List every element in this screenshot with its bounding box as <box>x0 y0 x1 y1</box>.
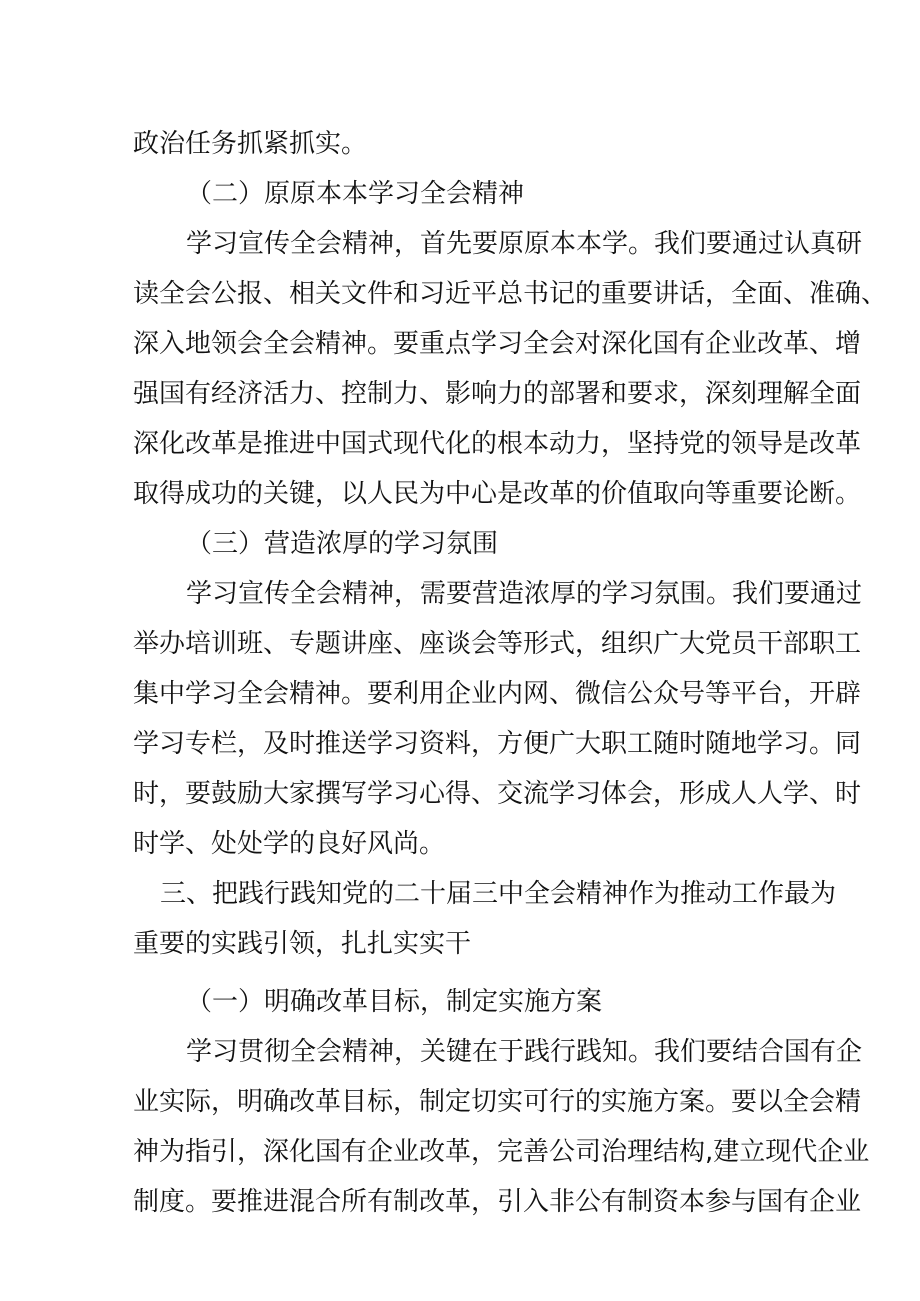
text-line: 集中学习全会精神。要利用企业内网、微信公众号等平台，开辟 <box>133 679 862 709</box>
text-line: 时学、处处学的良好风尚。 <box>133 829 446 859</box>
text-line: 学习贯彻全会精神，关键在于践行践知。我们要结合国有企 <box>186 1037 863 1067</box>
text-line: 深化改革是推进中国式现代化的根本动力，坚持党的领导是改革 <box>133 429 862 459</box>
chapter-heading: 三、把践行践知党的二十届三中全会精神作为推动工作最为 <box>160 879 837 909</box>
text-line: 神为指引，深化国有企业改革，完善公司治理结构,建立现代企业 <box>133 1137 870 1167</box>
text-line: 读全会公报、相关文件和习近平总书记的重要讲话，全面、准确、 <box>133 279 888 309</box>
chapter-heading: 重要的实践引领，扎扎实实干 <box>133 929 472 959</box>
text-line: 制度。要推进混合所有制改革，引入非公有制资本参与国有企业 <box>133 1187 862 1217</box>
text-line: 业实际，明确改革目标，制定切实可行的实施方案。要以全会精 <box>133 1087 862 1117</box>
section-heading: （二）原原本本学习全会精神 <box>186 179 525 209</box>
text-line: 学习宣传全会精神，需要营造浓厚的学习氛围。我们要通过 <box>186 579 863 609</box>
text-line: 时，要鼓励大家撰写学习心得、交流学习体会，形成人人学、时 <box>133 779 862 809</box>
text-line: 学习专栏，及时推送学习资料，方便广大职工随时随地学习。同 <box>133 729 862 759</box>
text-line: 取得成功的关键，以人民为中心是改革的价值取向等重要论断。 <box>133 479 862 509</box>
section-heading: （三）营造浓厚的学习氛围 <box>186 529 499 559</box>
text-line: 强国有经济活力、控制力、影响力的部署和要求，深刻理解全面 <box>133 379 862 409</box>
text-line: 学习宣传全会精神，首先要原原本本学。我们要通过认真研 <box>186 229 863 259</box>
text-line: 举办培训班、专题讲座、座谈会等形式，组织广大党员干部职工 <box>133 629 862 659</box>
text-line: 政治任务抓紧抓实。 <box>133 129 368 159</box>
section-heading: （一）明确改革目标，制定实施方案 <box>186 987 603 1017</box>
text-line: 深入地领会全会精神。要重点学习全会对深化国有企业改革、增 <box>133 329 862 359</box>
